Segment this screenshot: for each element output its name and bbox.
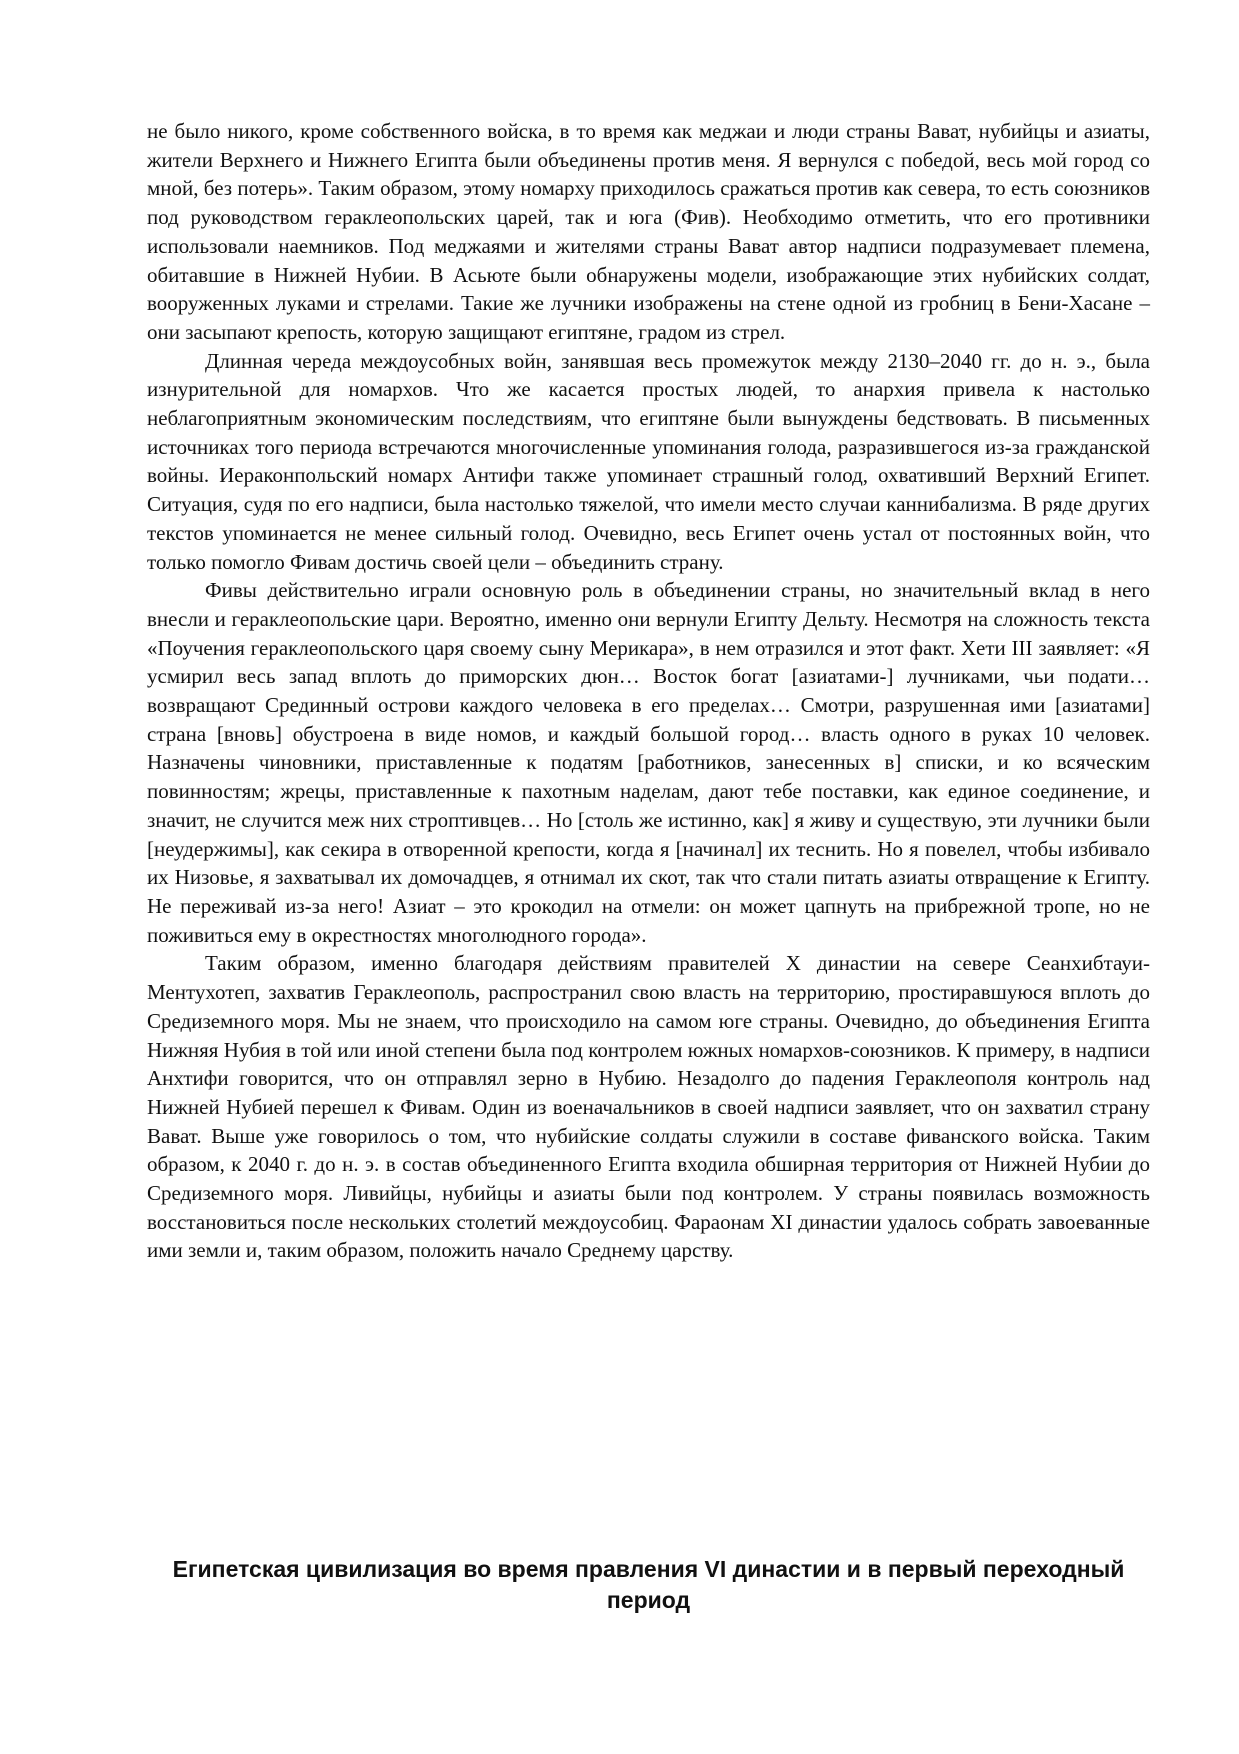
section-heading: Египетская цивилизация во время правления VI династии и в первый переходный период (172, 1556, 1125, 1613)
paragraph-tenth-dynasty: Таким образом, именно благодаря действиям правителей X династии на севере Сеанхибтауи-Ментухотеп, захватив Гераклеополь, распространил свою власть на территорию, простиравшуюся вплоть до Средиземного моря. Мы не знаем, что происходило на самом юге страны. Очевидно, до объединения Египта Нижняя Нубия в той или иной степени была под контролем южных номархов-союзников. К примеру, в надписи Анхтифи говорится, что он отправлял зерно в Нубию. Незадолго до падения Гераклеополя контроль над Нижней Нубией перешел к Фивам. Один из военачальников в своей надписи заявляет, что он захватил страну Вават. Выше уже говорилось о том, что нубийские солдаты служили в составе фиванского войска. Таким образом, к 2040 г. до н. э. в состав объединенного Египта входила обширная территория от Нижней Нубии до Средиземного моря. Ливийцы, нубийцы и азиаты были под контролем. У страны появилась возможность восстановиться после нескольких столетий междоусобиц. Фараонам XI династии удалось собрать завоеванные ими земли и, таким образом, положить начало Среднему царству. (147, 951, 1150, 1263)
paragraph-continuation: не было никого, кроме собственного войска, в то время как меджаи и люди страны Вават, нубийцы и азиаты, жители Верхнего и Нижнего Египта были объединены против меня. Я вернулся с победой, весь мой город со мной, без потерь». Таким образом, этому номарху приходилось сражаться против как севера, то есть союзников под руководством гераклеопольских царей, так и юга (Фив). Необходимо отметить, что его противники использовали наемников. Под меджаями и жителями страны Вават автор надписи подразумевает племена, обитавшие в Нижней Нубии. В Асьюте были обнаружены модели, изображающие этих нубийских солдат, вооруженных луками и стрелами. Такие же лучники изображены на стене одной из гробниц в Бени-Хасане – они засыпают крепость, которую защищают египтяне, градом из стрел. (147, 119, 1150, 344)
paragraph-thebes-unification: Фивы действительно играли основную роль в объединении страны, но значительный вклад в него внесли и гераклеопольские цари. Вероятно, именно они вернули Египту Дельту. Несмотря на сложность текста «Поучения гераклеопольского царя своему сыну Мерикара», в нем отразился и этот факт. Хети III заявляет: «Я усмирил весь запад вплоть до приморских дюн… Восток богат [азиатами-] лучниками, чьи подати… возвращают Срединный острови каждого человека в его пределах… Смотри, разрушенная ими [азиатами] страна [вновь] обустроена в виде номов, и каждый большой город… власть одного в руках 10 человек. Назначены чиновники, приставленные к податям [работников, занесенных в] списки, и ко всяческим повинностям; жрецы, приставленные к пахотным наделам, дают тебе поставки, как единое соединение, и значит, не случится меж них строптивцев… Но [столь же истинно, как] я живу и существую, эти лучники были [неудержимы], как секира в отворенной крепости, когда я [начинал] их теснить. Но я повелел, чтобы избивало их Низовье, я захватывал их домочадцев, я отнимал их скот, так что стали питать азиаты отвращение к Египту. Не переживай из-за него! Азиат – это крокодил на отмели: он может цапнуть на прибрежной тропе, но не поживиться ему в окрестностях многолюдного города». (147, 578, 1150, 947)
paragraph-civil-wars: Длинная череда междоусобных войн, занявшая весь промежуток между 2130–2040 гг. до н. э., была изнурительной для номархов. Что же касается простых людей, то анархия привела к настолько неблагоприятным экономическим последствиям, что египтяне были вынуждены бедствовать. В письменных источниках того периода встречаются многочисленные упоминания голода, разразившегося из-за гражданской войны. Иераконпольский номарх Антифи также упоминает страшный голод, охвативший Верхний Египет. Ситуация, судя по его надписи, была настолько тяжелой, что имели место случаи каннибализма. В ряде других текстов упоминается не менее сильный голод. Очевидно, весь Египет очень устал от постоянных войн, что только помогло Фивам достичь своей цели – объединить страну. (147, 348, 1150, 574)
document-body (147, 117, 1150, 1265)
